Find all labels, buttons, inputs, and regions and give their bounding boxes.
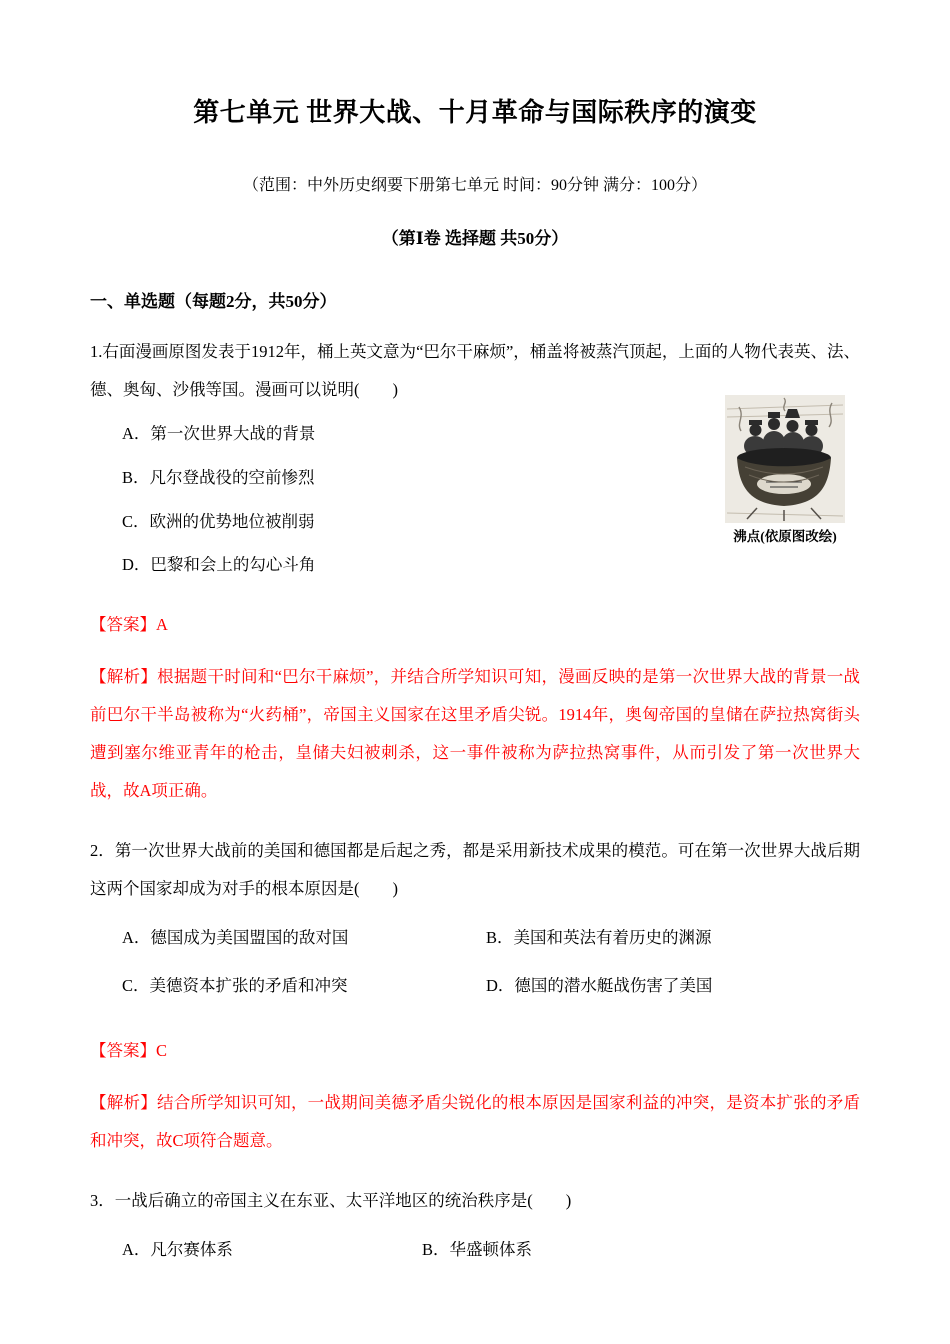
question-2-stem: 2．第一次世界大战前的美国和德国都是后起之秀，都是采用新技术成果的模范。可在第一次世界大战后期这两个国家却成为对手的根本原因是( ) xyxy=(90,841,860,899)
question-1-stem: 1.右面漫画原图发表于1912年，桶上英文意为“巴尔干麻烦”，桶盖将被蒸汽顶起，上面的人物代表英、法、德、奥匈、沙俄等国。漫画可以说明( ) xyxy=(90,341,860,399)
figure-caption: 沸点(依原图改绘) xyxy=(733,528,837,544)
question-1-option-b: B．凡尔登战役的空前惨烈 xyxy=(122,467,315,487)
page-title: 第七单元 世界大战、十月革命与国际秩序的演变 xyxy=(193,98,757,127)
question-2-analysis xyxy=(90,1084,860,1160)
question-2-answer-line xyxy=(90,1032,860,1070)
answer-label: 【答案】 xyxy=(90,1040,156,1060)
question-3 xyxy=(90,1182,860,1274)
paper-section-heading: （第Ⅰ卷 选择题 共50分） xyxy=(381,228,569,248)
question-3-option-b: B．华盛顿体系 xyxy=(422,1239,533,1259)
question-1-option-d: D．巴黎和会上的勾心斗角 xyxy=(122,555,316,575)
answer-value: A xyxy=(156,615,168,635)
question-1 xyxy=(90,333,860,810)
question-1-answer-line xyxy=(90,606,860,644)
exam-meta-line: （范围：中外历史纲要下册第七单元 时间：90分钟 满分：100分） xyxy=(242,176,707,194)
question-1-figure xyxy=(722,395,848,547)
question-2-option-a: A．德国成为美国盟国的敌对国 xyxy=(122,927,349,947)
analysis-text: 根据题干时间和“巴尔干麻烦”，并结合所学知识可知，漫画反映的是第一次世界大战的背景一战前巴尔干半岛被称为“火药桶”，帝国主义国家在这里矛盾尖锐。1914年，奥匈帝国的皇储在萨拉热窝街头遭到塞尔维亚青年的枪击，皇储夫妇被刺杀，这一事件被称为萨拉热窝事件，从而引发了第一次世界大战，故A项正确。 xyxy=(90,667,860,801)
analysis-text: 结合所学知识可知，一战期间美德矛盾尖锐化的根本原因是国家利益的冲突，是资本扩张的矛盾和冲突，故C项符合题意。 xyxy=(90,1092,861,1150)
analysis-label: 【解析】 xyxy=(90,1092,157,1112)
part-heading: 一、单选题（每题2分，共50分） xyxy=(90,292,337,312)
question-3-options xyxy=(90,1226,860,1274)
question-2-option-b: B．美国和英法有着历史的渊源 xyxy=(486,927,712,947)
question-2 xyxy=(90,832,860,1160)
question-3-stem: 3．一战后确立的帝国主义在东亚、太平洋地区的统治秩序是( ) xyxy=(90,1190,572,1210)
question-1-option-a: A．第一次世界大战的背景 xyxy=(122,423,316,443)
question-2-option-d: D．德国的潜水艇战伤害了美国 xyxy=(486,975,713,995)
analysis-label: 【解析】 xyxy=(90,667,158,687)
question-1-option-c: C．欧洲的优势地位被削弱 xyxy=(122,511,315,531)
question-1-analysis xyxy=(90,658,860,810)
question-2-option-c: C．美德资本扩张的矛盾和冲突 xyxy=(122,975,348,995)
boiling-pot-cartoon-image xyxy=(725,395,845,523)
answer-label: 【答案】 xyxy=(90,615,156,635)
question-3-option-a: A．凡尔赛体系 xyxy=(122,1239,233,1259)
question-2-options xyxy=(90,914,860,1010)
answer-value: C xyxy=(156,1040,168,1060)
